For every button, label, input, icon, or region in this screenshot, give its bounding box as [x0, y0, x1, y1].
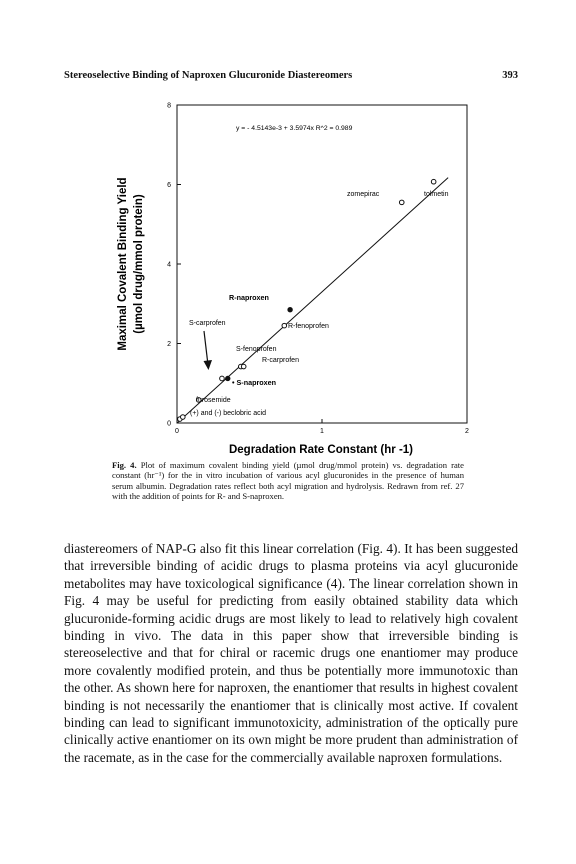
- y-tick-label: 8: [167, 102, 171, 110]
- body-paragraph: diastereomers of NAP-G also fit this linear correlation (Fig. 4). It has been suggested that irreversible binding of acidic drugs to plasma proteins via acyl glucuronide metabolites may have toxicological significance (4). The linear correlation shown in Fig. 4 may be useful for predicting from easily obtained stability data which glucuronide-forming acidic drugs are most likely to lead to relatively high covalent binding in vivo. The data in this paper show that irreversible binding is stereoselective and that for chiral or racemic drugs one enantiomer may produce more covalently modified protein, and thus be potentially more immunotoxic than the other. As shown here for naproxen, the enantiomer that results in highest covalent binding is not necessarily the enantiomer that is clinically most active. If covalent binding can lead to significant immunotoxicity, administration of the optically pure clinically active enantiomer on its own might be more prudent than administration of the racemate, as in the case for the commercially available naproxen formulations.: [64, 541, 518, 765]
- y-tick-label: 6: [167, 182, 171, 189]
- x-tick-label: 2: [465, 428, 469, 435]
- label-s-naproxen: • S-naproxen: [232, 378, 277, 387]
- data-point-r-naproxen: [288, 308, 292, 312]
- plot-frame: [177, 105, 467, 423]
- label-furosemide: furosemide: [196, 397, 231, 404]
- fit-equation: y = - 4.5143e-3 + 3.5974x R^2 = 0.989: [236, 125, 353, 132]
- body-text: [64, 540, 518, 766]
- label-r-fenoprofen: R-fenoprofen: [288, 323, 329, 330]
- data-point-tolmetin: [431, 179, 436, 184]
- page-number: 393: [502, 70, 518, 81]
- x-axis-label: Degradation Rate Constant (hr -1): [228, 444, 414, 456]
- label-beclobric-acid: (+) and (-) beclobric acid: [190, 410, 267, 417]
- x-tick-label: 0: [175, 428, 179, 435]
- caption-text: Plot of maximum covalent binding yield (µmol drug/mmol protein) vs. degradation rate constant (hr⁻¹) for the in vitro incubation of various acyl glucuronides in the presence of human serum albumin. Degradation rates reflect both acyl migration and hydrolysis. Redrawn from ref. 27 with the addition of points for R- and S-naproxen.: [112, 460, 464, 502]
- figure-4-chart: [0, 95, 576, 455]
- y-axis-label-line1: Maximal Covalent Binding Yield: [117, 177, 129, 351]
- s-carprofen-arrow-shaft: [204, 331, 208, 365]
- y-tick-label: 2: [167, 341, 171, 348]
- data-point-r-carprofen: [241, 364, 246, 369]
- label-r-naproxen: R-naproxen: [229, 293, 269, 302]
- y-axis-label-line2: (µmol drug/mmol protein): [133, 194, 145, 334]
- label-s-carprofen: S-carprofen: [189, 320, 226, 327]
- data-point-beclobric-acid: [181, 415, 186, 420]
- data-points: [178, 179, 436, 421]
- label-s-fenoprofen: S-fenoprofen: [236, 346, 277, 353]
- label-tolmetin: tolmetin: [424, 191, 449, 198]
- figure-caption: [112, 460, 464, 502]
- running-head-title: Stereoselective Binding of Naproxen Glucuronide Diastereomers: [64, 70, 353, 81]
- regression-line: [177, 178, 448, 424]
- tick-labels: [167, 103, 469, 436]
- y-tick-label: 0: [167, 420, 171, 428]
- running-head: [64, 70, 518, 81]
- data-point-r-fenoprofen: [282, 323, 287, 328]
- axis-ticks: [177, 105, 467, 423]
- data-point-s-carprofen: [220, 376, 225, 381]
- x-tick-label: 1: [320, 428, 324, 435]
- caption-label: Fig. 4.: [112, 460, 137, 470]
- data-point-zomepirac: [399, 200, 404, 205]
- y-tick-label: 4: [167, 261, 171, 269]
- label-zomepirac: zomepirac: [347, 191, 380, 198]
- s-carprofen-arrow-head: [204, 360, 213, 370]
- label-r-carprofen: R-carprofen: [262, 357, 299, 364]
- data-point-s-naproxen: [226, 376, 230, 380]
